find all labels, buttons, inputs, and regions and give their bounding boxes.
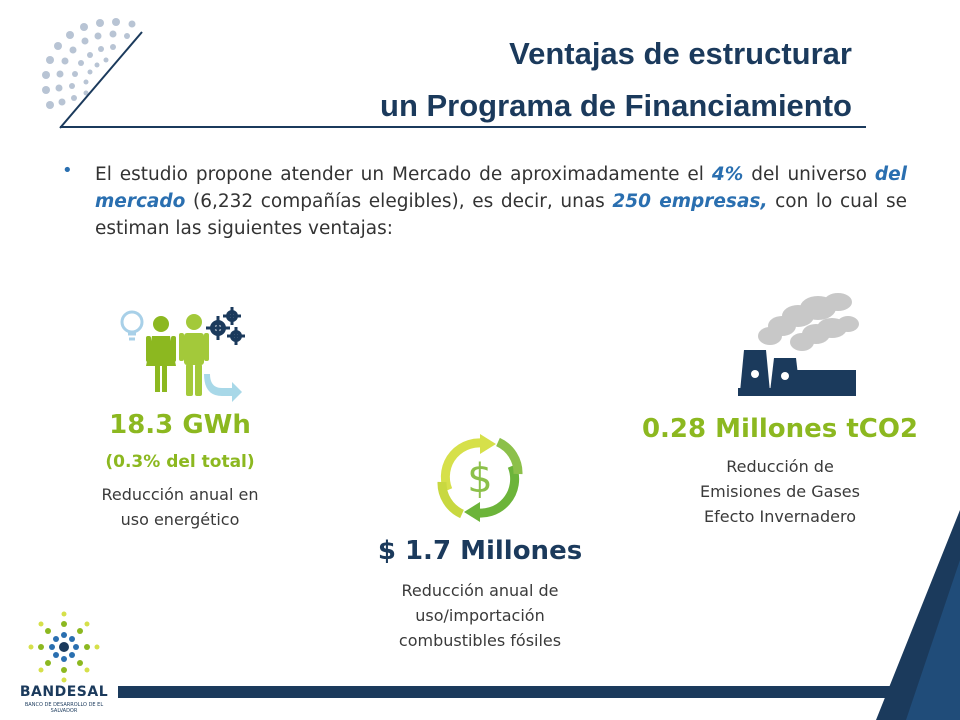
emissions-desc-line3: Efecto Invernadero bbox=[704, 507, 856, 526]
svg-text:$: $ bbox=[467, 456, 493, 502]
emissions-desc-line2: Emisiones de Gases bbox=[700, 482, 860, 501]
title-underline bbox=[60, 126, 866, 128]
dollar-recycle-icon bbox=[428, 428, 532, 528]
people-lightbulb-gears-icon bbox=[118, 302, 248, 410]
savings-desc-line2: uso/importación bbox=[415, 606, 545, 625]
decorative-dot-pattern bbox=[20, 10, 170, 130]
page-title-line2: un Programa de Financiamiento bbox=[380, 88, 852, 123]
bandesal-logo-icon bbox=[24, 610, 104, 684]
emissions-desc-line1: Reducción de bbox=[726, 457, 834, 476]
savings-desc-line1: Reducción anual de bbox=[401, 581, 559, 600]
highlight-market: del mercado bbox=[95, 164, 908, 212]
energy-reduction-description bbox=[70, 482, 290, 532]
bullet-marker: • bbox=[62, 160, 73, 181]
footer-bar bbox=[118, 686, 904, 698]
highlight-percent: 4% bbox=[711, 164, 744, 185]
bullet-text-part1: El estudio propone atender un Mercado de aproximadamente el bbox=[95, 164, 712, 185]
energy-reduction-percent: (0.3% del total) bbox=[105, 452, 255, 472]
logo-name: BANDESAL bbox=[19, 684, 109, 700]
emissions-reduction-value: 0.28 Millones tCO2 bbox=[641, 414, 919, 444]
savings-value: $ 1.7 Millones bbox=[377, 536, 583, 566]
energy-desc-line1: Reducción anual en bbox=[101, 485, 259, 504]
bullet-text-part2: del universo bbox=[743, 164, 875, 185]
bullet-text-part3: (6,232 compañías elegibles), es decir, unas bbox=[185, 191, 613, 212]
savings-description bbox=[360, 578, 600, 653]
energy-reduction-value: 18.3 GWh bbox=[109, 410, 251, 440]
logo-subtitle: BANCO DE DESARROLLO DE EL SALVADOR bbox=[24, 702, 104, 714]
savings-desc-line3: combustibles fósiles bbox=[398, 631, 562, 650]
energy-desc-line2: uso energético bbox=[120, 510, 240, 529]
bullet-text-part4: con lo cual se estiman las siguientes ventajas: bbox=[95, 191, 907, 239]
bullet-paragraph bbox=[95, 161, 907, 242]
nuclear-factory-icon bbox=[730, 286, 860, 406]
highlight-companies: 250 empresas, bbox=[612, 191, 768, 212]
page-title-line1: Ventajas de estructurar bbox=[509, 36, 852, 71]
